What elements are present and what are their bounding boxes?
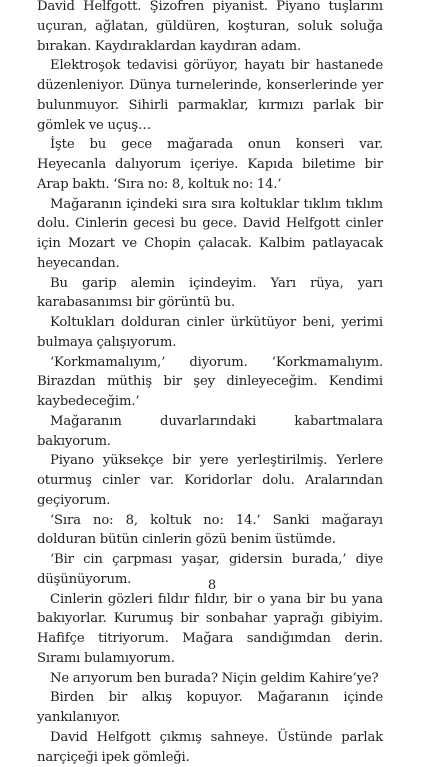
page-number: 8	[207, 578, 217, 593]
paragraph: Piyano yüksekçe bir yere yerleştirilmiş. Yerlere oturmuş cinler var. Koridorlar dolu. Aralarından geçiyorum.	[37, 453, 383, 508]
body-text	[37, 0, 383, 767]
paragraph: David Helfgott çıkmış sahneye. Üstünde parlak narçiçeği ipek gömleği.	[37, 729, 383, 765]
paragraph: ‘Korkmamalıyım,’ diyorum. ‘Korkmamalıyım. Birazdan müthiş bir şey dinleyeceğim. Kendimi kaybedeceğim.’	[37, 354, 383, 409]
paragraph: ‘Sıra no: 8, koltuk no: 14.’ Sanki mağarayı dolduran bütün cinlerin gözü benim üstümde.	[37, 512, 383, 548]
paragraph: Elektroşok tedavisi görüyor, hayatı bir hastanede düzenleniyor. Dünya turnelerinde, konserlerinde yer bulunmuyor. Sihirli parmaklar, kırmızı parlak bir gömlek ve uçuş…	[37, 58, 383, 133]
paragraph: Birden bir alkış kopuyor. Mağaranın içinde yankılanıyor.	[37, 690, 383, 725]
paragraph: Koltukları dolduran cinler ürkütüyor beni, yerimi bulmaya çalışıyorum.	[37, 315, 383, 350]
paragraph: Ne arıyorum ben burada? Niçin geldim Kahire’ye?	[50, 670, 379, 686]
paragraph: David Helfgott. Şizofren piyanist. Piyano tuşlarını uçuran, ağlatan, güldüren, koşturan, soluk soluğa bırakan. Kaydıraklardan kaydıran adam.	[37, 0, 383, 54]
paragraph: ‘Bir cin çarpması yaşar, gidersin burada,’ diye düşünüyorum.	[37, 552, 383, 587]
paragraph: Mağaranın duvarlarındaki kabartmalara bakıyorum.	[37, 413, 383, 449]
paragraph: İşte bu gece mağarada onun konseri var. Heyecanla dalıyorum içeriye. Kapıda biletime bir Arap baktı. ‘Sıra no: 8, koltuk no: 14.’	[37, 137, 383, 192]
paragraph: Bu garip alemin içindeyim. Yarı rüya, yarı karabasanımsı bir görüntü bu.	[37, 275, 383, 311]
paragraph: Mağaranın içindeki sıra sıra koltuklar tıklım tıklım dolu. Cinlerin gecesi bu gece. David Helfgott cinler için Mozart ve Chopin çalacak. Kalbim patlayacak heyecandan.	[37, 196, 383, 271]
paragraph: Cinlerin gözleri fıldır fıldır, bir o yana bir bu yana bakıyorlar. Kurumuş bir sonbahar yaprağı gibiyim. Hafifçe titriyorum. Mağara sandığımdan derin. Sıramı bulamıyorum.	[37, 591, 383, 666]
